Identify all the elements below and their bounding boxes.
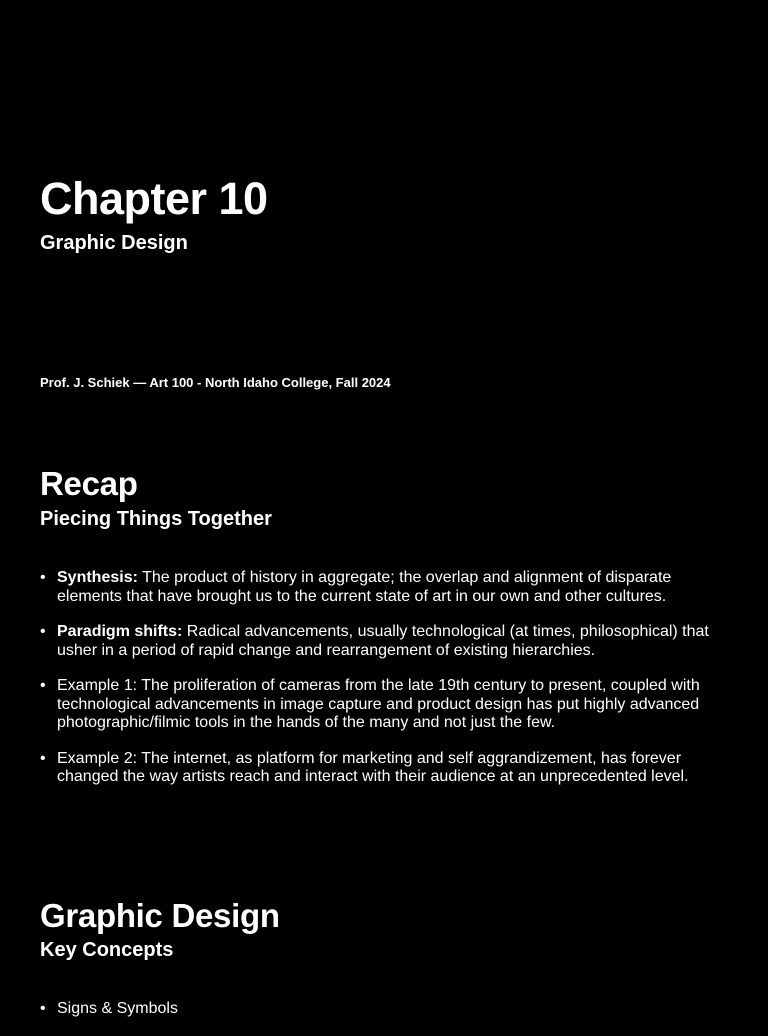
concept-text: Signs & Symbols [57, 1000, 178, 1017]
bullet-text: Example 1: The proliferation of cameras from the late 19th century to present, coupled with technological advancements in image capture and product design has put highly advanced photographic/filmic tools in the hands of the many and not just the few. [57, 677, 700, 731]
chapter-title: Chapter 10 [40, 173, 268, 224]
graphic-design-title: Graphic Design [40, 897, 280, 934]
concept-item-signs-symbols [40, 1000, 730, 1019]
bullet-text: Example 2: The internet, as platform for marketing and self aggrandizement, has forever changed the way artists reach and interact with their audience at an unprecedented level. [57, 749, 689, 785]
bullet-icon: • [40, 623, 46, 640]
recap-bullet-list [40, 569, 730, 804]
bullet-text: Radical advancements, usually technological (at times, philosophical) that usher in a period of rapid change and rearrangement of existing hierarchies. [57, 623, 709, 659]
bullet-text: The product of history in aggregate; the overlap and alignment of disparate elements that have brought us to the current state of art in our own and other cultures. [57, 569, 672, 605]
recap-bullet-example-2 [40, 750, 730, 787]
recap-bullet-example-1 [40, 677, 730, 733]
recap-bullet-synthesis [40, 569, 730, 606]
recap-title: Recap [40, 465, 138, 502]
bullet-icon: • [40, 569, 46, 586]
course-credit: Prof. J. Schiek — Art 100 - North Idaho College, Fall 2024 [40, 375, 391, 390]
bullet-term: Synthesis: [57, 569, 138, 586]
recap-bullet-paradigm-shifts [40, 623, 730, 660]
graphic-design-subtitle: Key Concepts [40, 939, 174, 961]
bullet-term: Paradigm shifts: [57, 623, 183, 640]
recap-subtitle: Piecing Things Together [40, 508, 272, 530]
key-concepts-list [40, 1000, 730, 1036]
bullet-icon: • [40, 677, 46, 694]
bullet-icon: • [40, 1000, 46, 1017]
chapter-subtitle: Graphic Design [40, 232, 188, 254]
bullet-icon: • [40, 749, 46, 767]
